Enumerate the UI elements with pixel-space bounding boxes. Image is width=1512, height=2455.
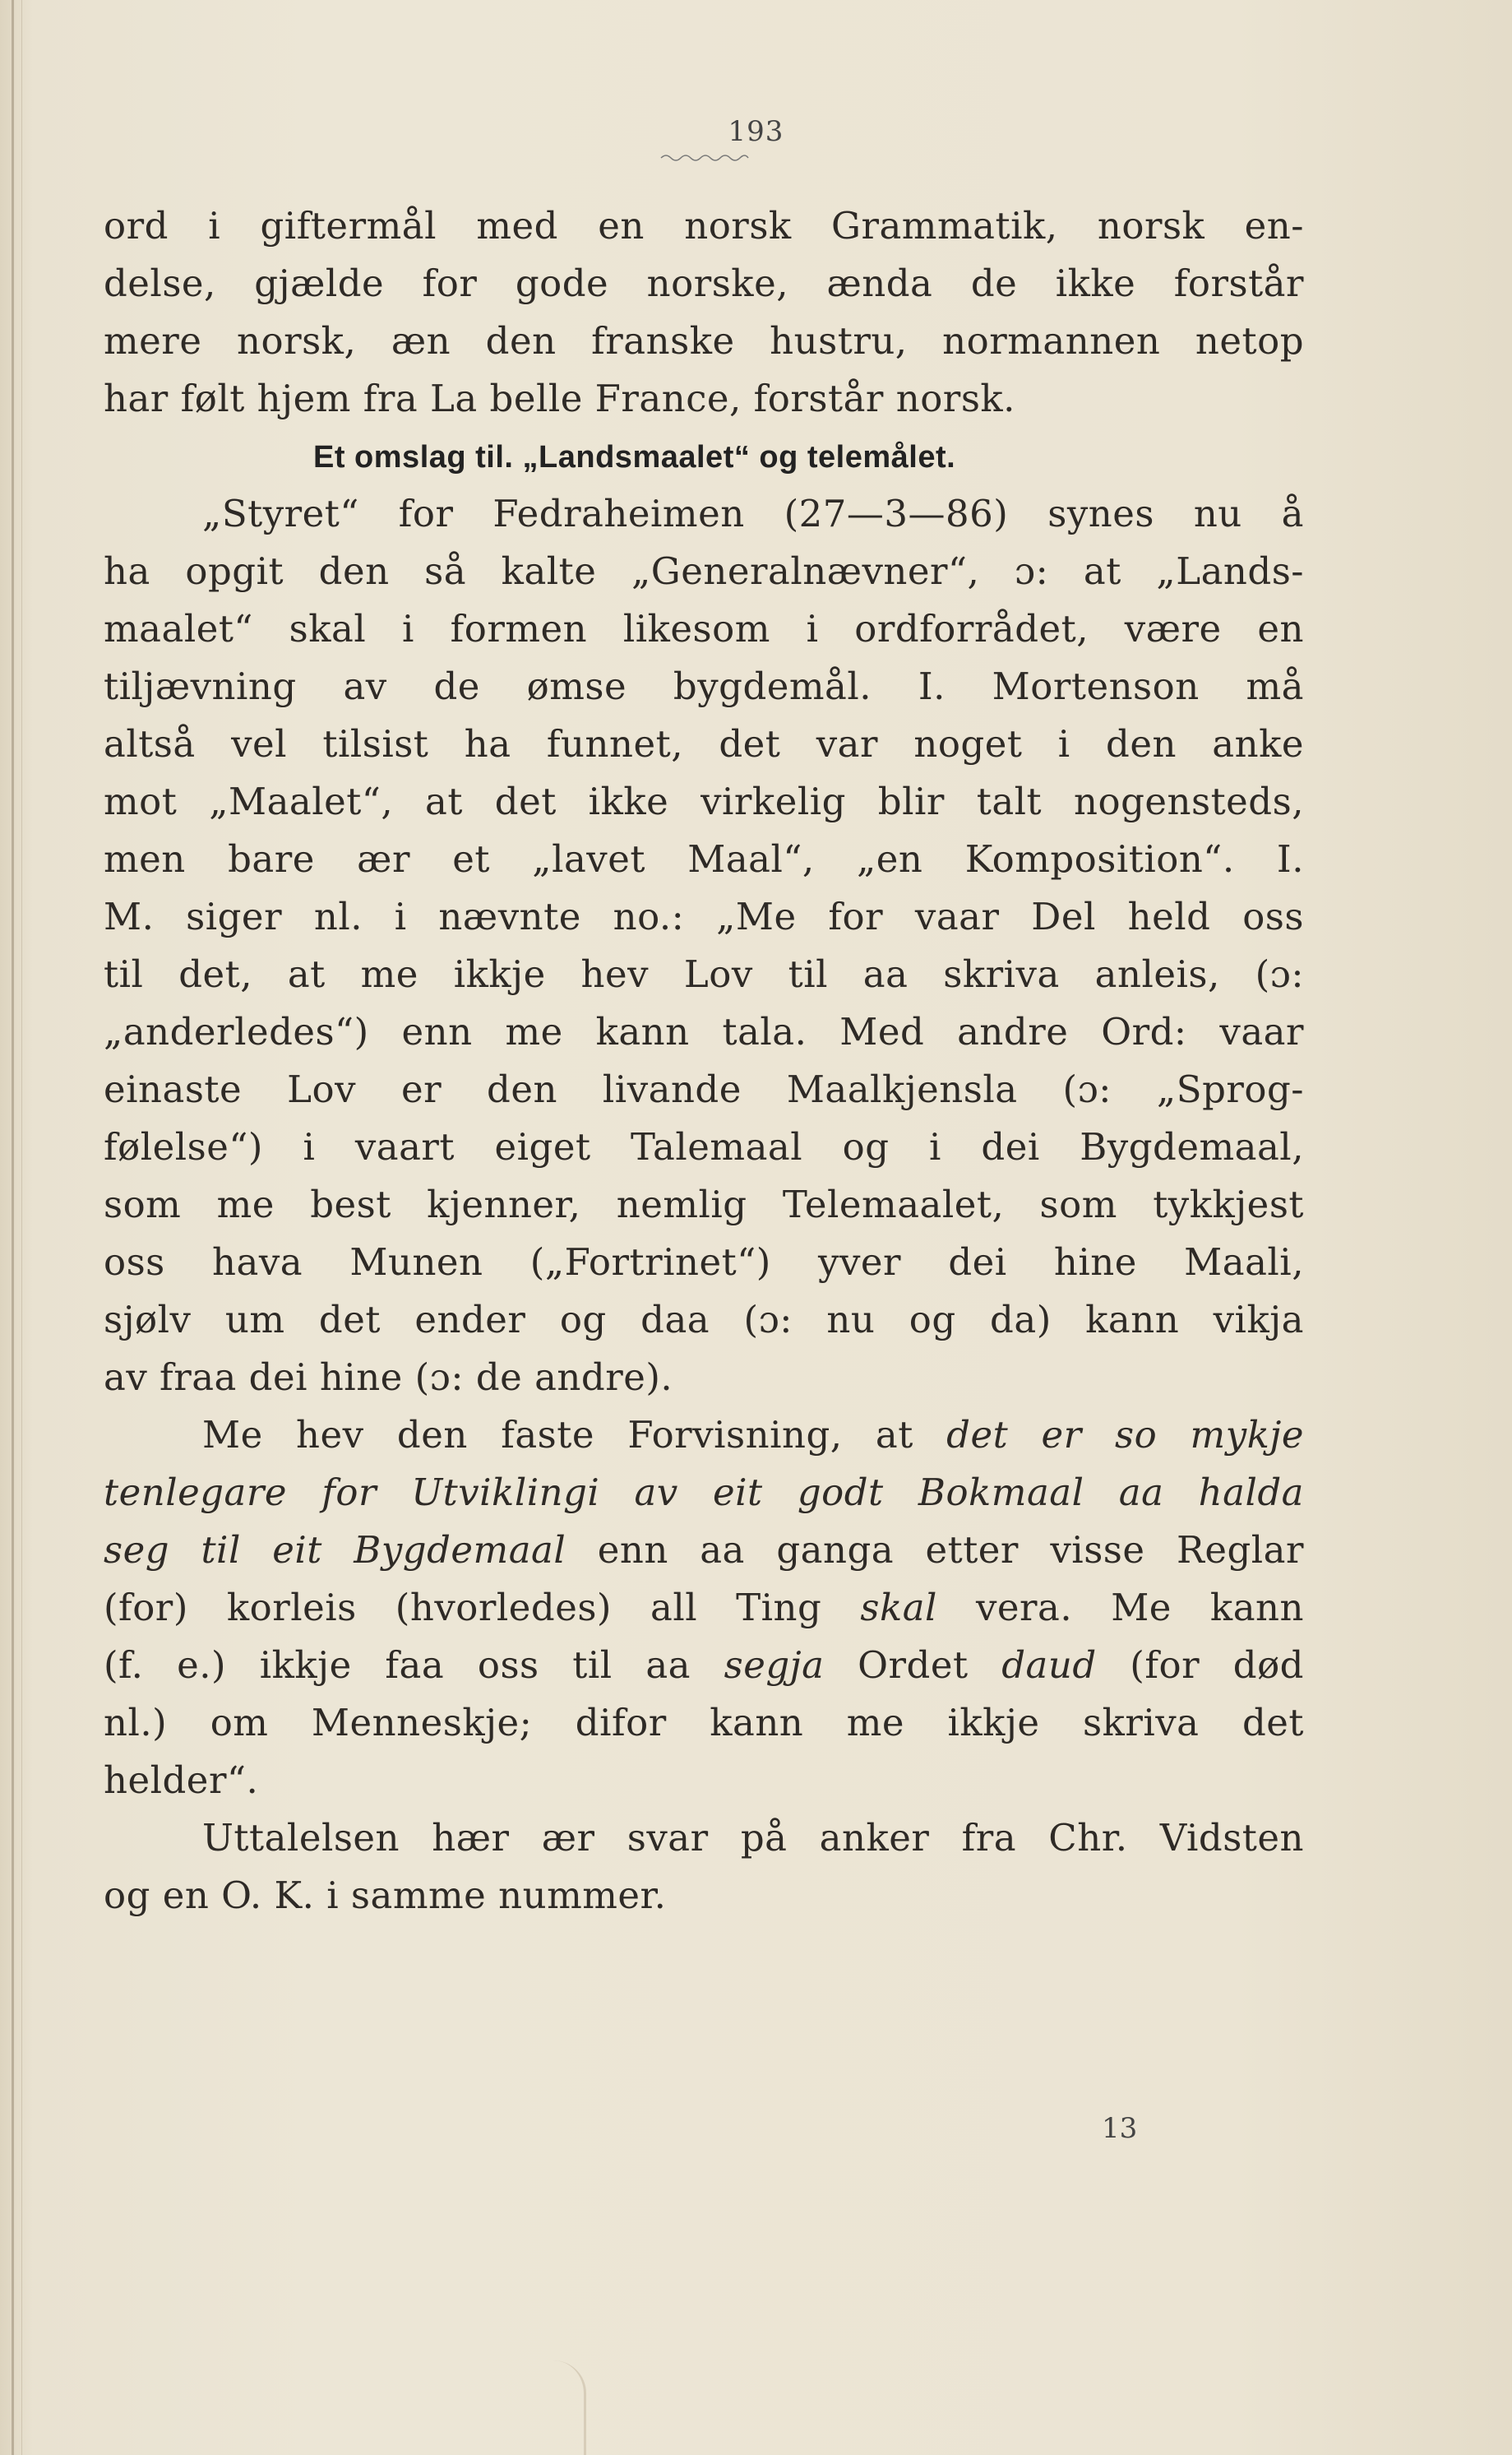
- text-line: einaste Lov er den livande Maalkjensla (ɔ: „Sprog-: [104, 1068, 1304, 1111]
- text-line: ord i giftermål med en norsk Grammatik, norsk en-: [104, 204, 1304, 248]
- signature-mark: 13: [1102, 2112, 1138, 2145]
- text-line: delse, gjælde for gode norske, ænda de ikke forstår: [104, 262, 1304, 305]
- text-line: men bare ær et „lavet Maal“, „en Komposition“. I.: [104, 837, 1304, 881]
- text-line: „Styret“ for Fedraheimen (27—3—86) synes nu å: [202, 492, 1304, 535]
- main-text: [104, 197, 1304, 1925]
- text-line: har følt hjem fra La belle France, forstår norsk.: [104, 377, 1015, 420]
- text-line: tiljævning av de ømse bygdemål. I. Mortenson må: [104, 665, 1304, 708]
- text-run: enn aa ganga etter visse Reglar: [566, 1528, 1304, 1572]
- text-line: Uttalelsen hær ær svar på anker fra Chr. Vidsten: [202, 1816, 1304, 1860]
- page-binding-edge-inner: [21, 0, 22, 2455]
- text-run: vera. Me kann: [936, 1586, 1304, 1629]
- text-line: av fraa dei hine (ɔ: de andre).: [104, 1355, 673, 1399]
- text-line: „anderledes“) enn me kann tala. Med andre Ord: vaar: [104, 1010, 1304, 1054]
- italic-run: skal: [860, 1586, 937, 1629]
- paragraph-intro: [104, 197, 1304, 428]
- text-line: sjølv um det ender og daa (ɔ: nu og da) kann vikja: [104, 1298, 1304, 1341]
- text-run: (for) korleis (hvorledes) all Ting: [104, 1586, 861, 1629]
- paragraph-quote: [104, 1406, 1304, 1809]
- text-line: maalet“ skal i formen likesom i ordforrådet, være en: [104, 607, 1304, 651]
- text-line: nl.) om Menneskje; difor kann me ikkje skriva det: [104, 1701, 1304, 1744]
- text-line: følelse“) i vaart eiget Talemaal og i dei Bygdemaal,: [104, 1125, 1304, 1169]
- text-line: som me best kjenner, nemlig Telemaalet, som tykkjest: [104, 1183, 1304, 1226]
- text-run: (f. e.) ikkje faa oss til aa: [104, 1643, 724, 1687]
- text-line: altså vel tilsist ha funnet, det var noget i den anke: [104, 722, 1304, 766]
- page-number: 193: [728, 115, 784, 148]
- text-line: og en O. K. i samme nummer.: [104, 1874, 667, 1917]
- text-line: M. siger nl. i nævnte no.: „Me for vaar Del held oss: [104, 895, 1304, 938]
- text-line: til det, at me ikkje hev Lov til aa skriva anleis, (ɔ:: [104, 952, 1304, 996]
- page-number-ornament: [659, 151, 750, 163]
- page-edge-mark: [526, 2360, 586, 2455]
- text-line: [104, 1579, 1304, 1637]
- paragraph-closing: [104, 1809, 1304, 1925]
- text-line: helder“.: [104, 1758, 259, 1802]
- text-line: ha opgit den så kalte „Generalnævner“, ɔ: at „Lands-: [104, 549, 1304, 593]
- text-line: oss hava Munen („Fortrinet“) yver dei hine Maali,: [104, 1240, 1304, 1284]
- italic-run: daud: [1001, 1643, 1097, 1687]
- text-run: Ordet: [824, 1643, 1002, 1687]
- text-line: tenlegare for Utviklingi av eit godt Bokmaal aa halda: [104, 1471, 1304, 1514]
- italic-run: segja: [724, 1643, 825, 1687]
- section-heading: Et omslag til. „Landsmaalet“ og telemålet.: [313, 440, 956, 475]
- text-line: mot „Maalet“, at det ikke virkelig blir talt nogensteds,: [104, 780, 1304, 823]
- italic-run: seg til eit Bygdemaal: [104, 1528, 566, 1572]
- page-binding-edge: [12, 0, 14, 2455]
- text-line: mere norsk, æn den franske hustru, normannen netop: [104, 319, 1304, 363]
- italic-run: det er so mykje: [946, 1413, 1304, 1457]
- paragraph-styret: [104, 485, 1304, 1406]
- text-run: (for død: [1096, 1643, 1304, 1687]
- text-line: [104, 1406, 1304, 1464]
- text-run: Me hev den faste Forvisning, at: [202, 1413, 947, 1457]
- text-line: [104, 1522, 1304, 1579]
- text-line: [104, 1637, 1304, 1694]
